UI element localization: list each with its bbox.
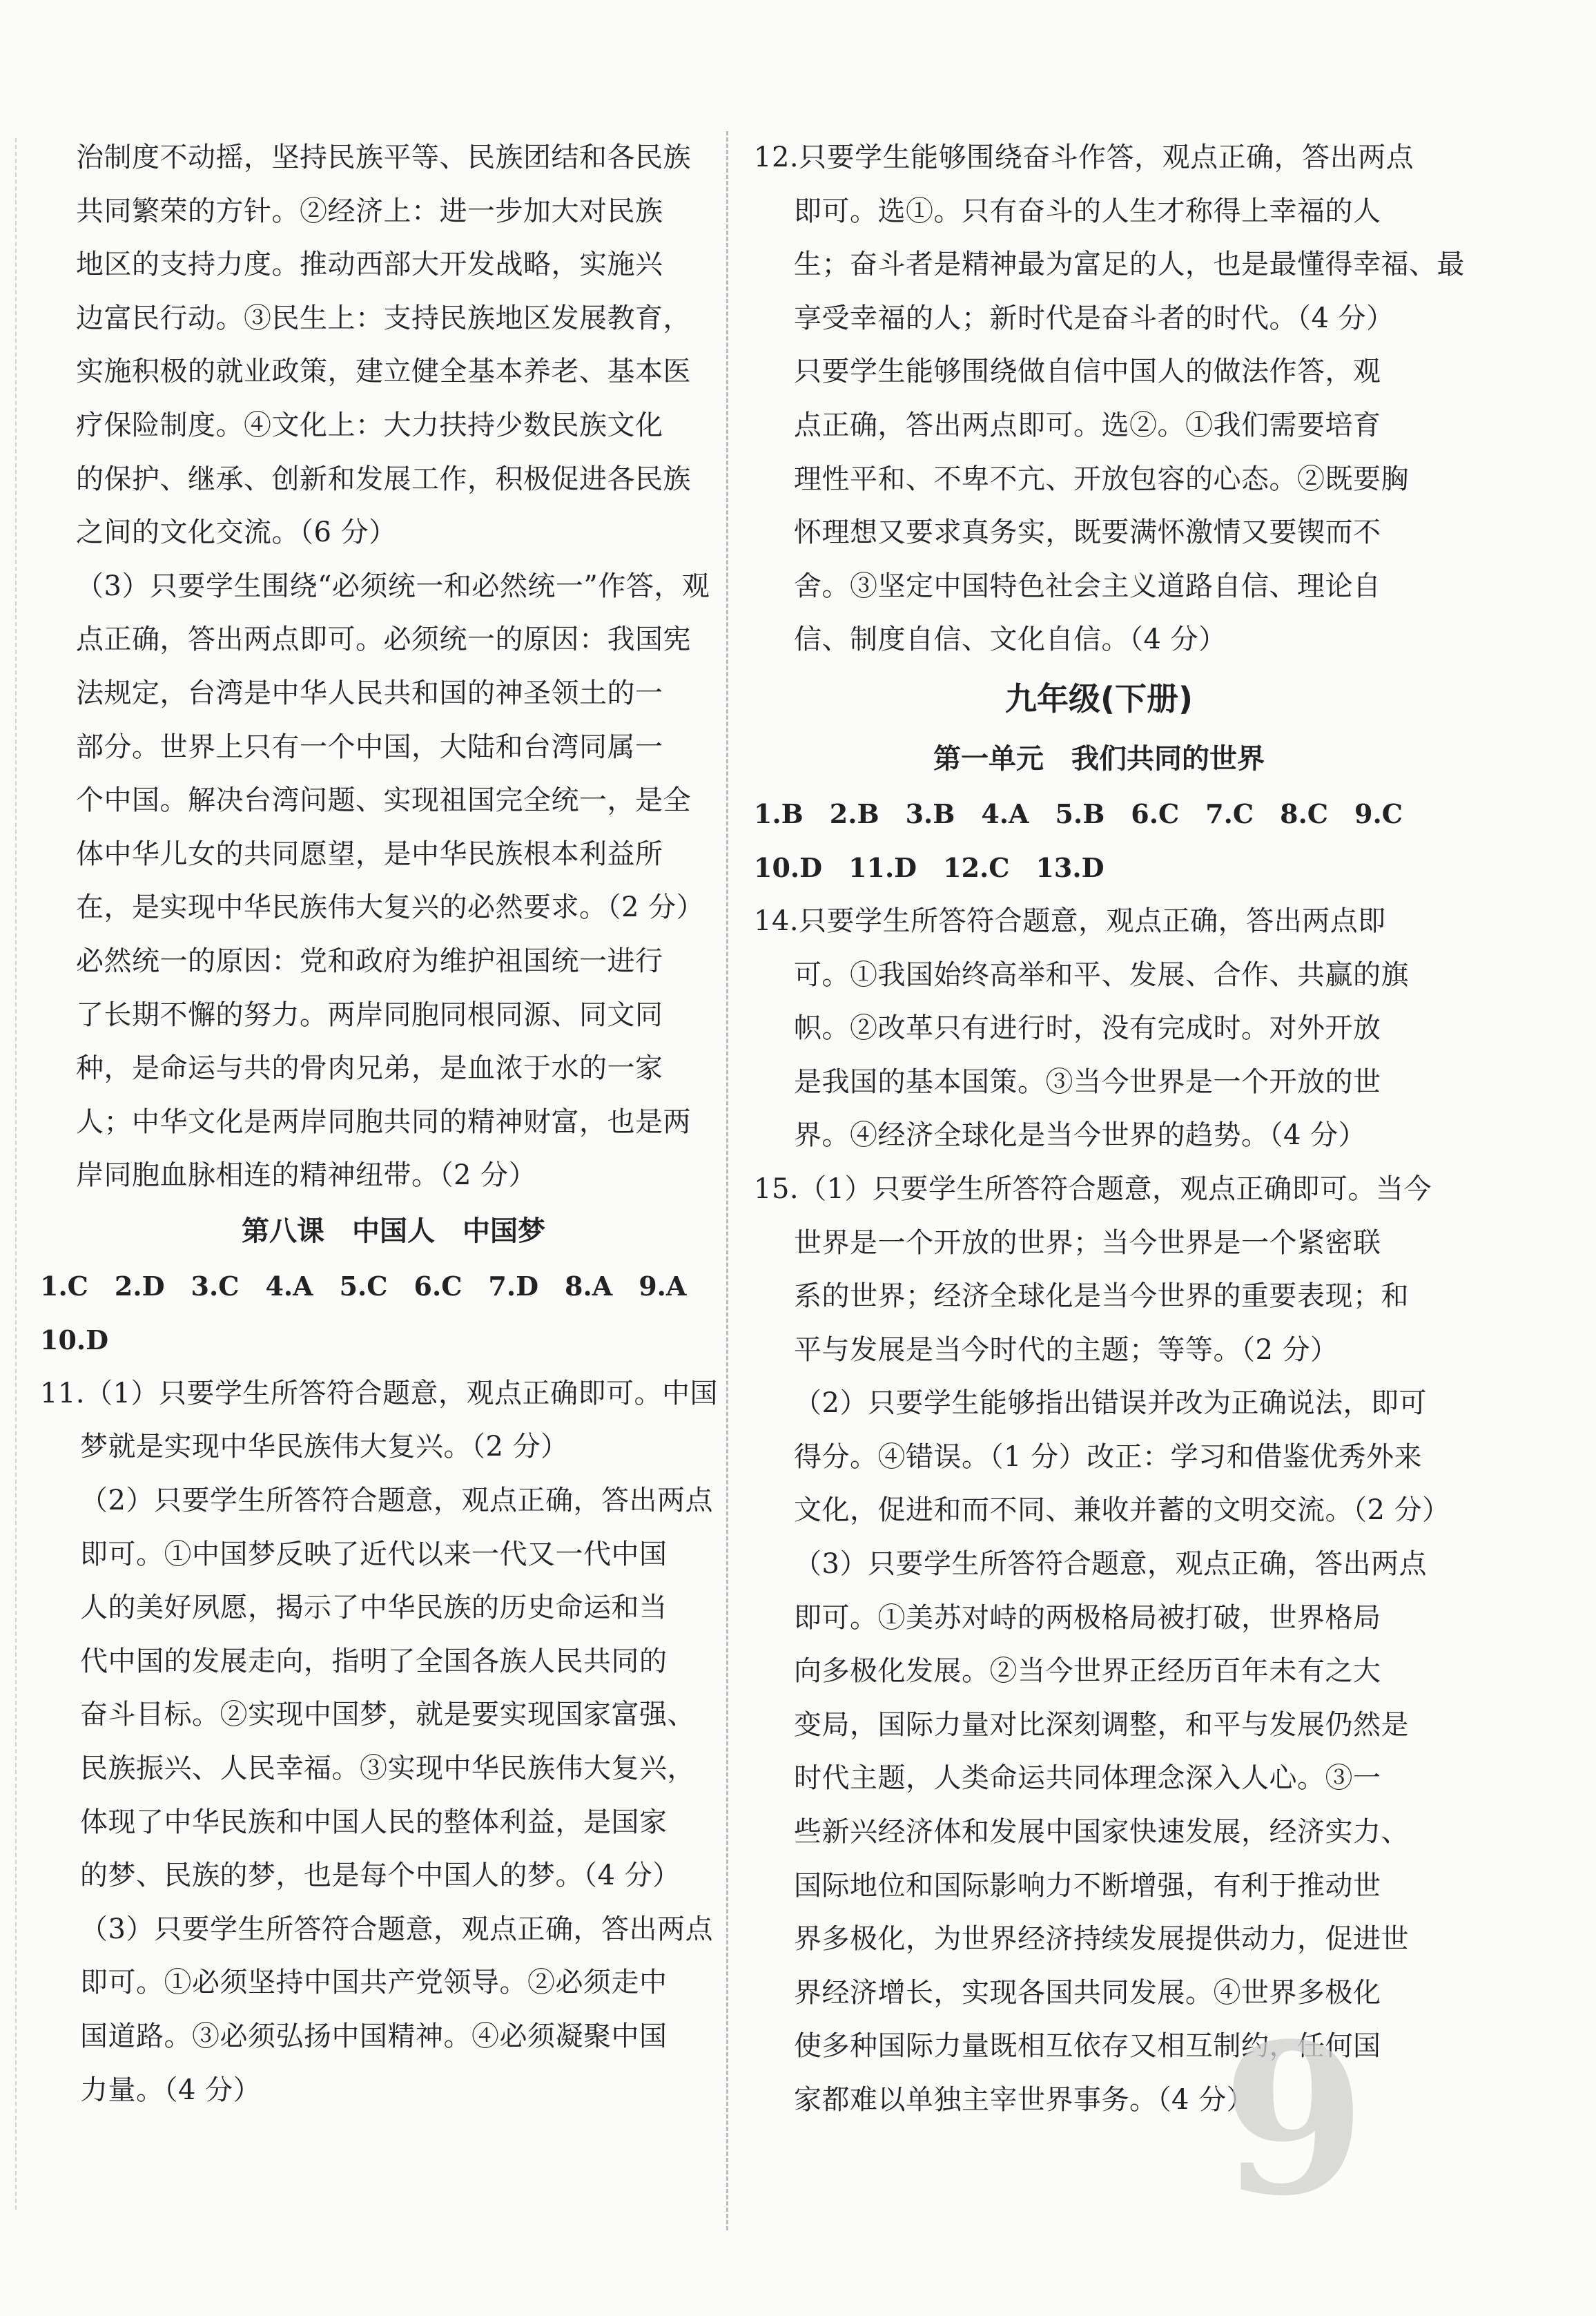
text-line: 界多极化，为世界经济持续发展提供动力，促进世 xyxy=(794,1923,1409,1956)
unit-heading: 第一单元 我们共同的世界 xyxy=(933,742,1265,775)
text-line: 代中国的发展走向，指明了全国各族人民共同的 xyxy=(80,1645,668,1677)
text-line: 治制度不动摇，坚持民族平等、民族团结和各民族 xyxy=(76,142,691,173)
text-line: 地区的支持力度。推动西部大开发战略，实施兴 xyxy=(76,249,663,281)
text-line: 人；中华文化是两岸同胞共同的精神财富，也是两 xyxy=(76,1106,691,1138)
text-line: 15.（1）只要学生所答符合题意，观点正确即可。当今 xyxy=(754,1173,1432,1205)
column-divider xyxy=(726,131,728,2230)
text-line: 界经济增长，实现各国共同发展。④世界多极化 xyxy=(794,1976,1381,2009)
answer-key-line: 10.D 11.D 12.C 13.D xyxy=(754,851,1104,883)
text-line: 些新兴经济体和发展中国家快速发展，经济实力、 xyxy=(794,1816,1409,1849)
text-line: 必然统一的原因：党和政府为维护祖国统一进行 xyxy=(76,945,663,977)
text-line: 点正确，答出两点即可。选②。①我们需要培育 xyxy=(794,409,1381,441)
text-line: 之间的文化交流。（6 分） xyxy=(76,517,397,549)
text-line: 种，是命运与共的骨肉兄弟，是血浓于水的一家 xyxy=(76,1052,663,1085)
text-line: 是我国的基本国策。③当今世界是一个开放的世 xyxy=(794,1065,1381,1098)
text-line: 岸同胞血脉相连的精神纽带。（2 分） xyxy=(76,1159,537,1192)
text-line: 变局，国际力量对比深刻调整，和平与发展仍然是 xyxy=(794,1708,1409,1741)
right-column xyxy=(754,131,1465,2127)
text-line: 即可。①必须坚持中国共产党领导。②必须走中 xyxy=(80,1967,668,1999)
text-line: 只要学生能够围绕做自信中国人的做法作答，观 xyxy=(794,356,1381,388)
text-line: 了长期不懈的努力。两岸同胞同根同源、同文同 xyxy=(76,998,663,1031)
text-line: 界。④经济全球化是当今世界的趋势。（4 分） xyxy=(794,1119,1367,1152)
left-margin-rule xyxy=(15,138,17,2210)
text-line: 的保护、继承、创新和发展工作，积极促进各民族 xyxy=(76,463,691,495)
text-line: 个中国。解决台湾问题、实现祖国完全统一，是全 xyxy=(76,784,691,817)
text-line: 理性平和、不卑不亢、开放包容的心态。②既要胸 xyxy=(794,463,1409,495)
question-11-block xyxy=(40,1367,719,2117)
page-number-watermark: 9 xyxy=(1222,1998,1359,2241)
text-line: 舍。③坚定中国特色社会主义道路自信、理论自 xyxy=(794,570,1381,602)
text-line: 平与发展是当今时代的主题；等等。（2 分） xyxy=(794,1333,1339,1366)
text-line: （3）只要学生所答符合题意，观点正确，答出两点 xyxy=(80,1913,713,1945)
answer-key-line: 10.D xyxy=(40,1324,109,1355)
text-line: 民族振兴、人民幸福。③实现中华民族伟大复兴， xyxy=(80,1753,695,1785)
text-line: 人的美好夙愿，揭示了中华民族的历史命运和当 xyxy=(80,1592,668,1624)
text-line: 向多极化发展。②当今世界正经历百年未有之大 xyxy=(794,1655,1381,1688)
text-line: 疗保险制度。④文化上：大力扶持少数民族文化 xyxy=(76,409,663,441)
text-line: 使多种国际力量既相互依存又相互制约，任何国 xyxy=(794,2030,1381,2063)
text-line: 奋斗目标。②实现中国梦，就是要实现国家富强、 xyxy=(80,1699,695,1731)
left-column xyxy=(40,131,719,2117)
text-line: 在，是实现中华民族伟大复兴的必然要求。（2 分） xyxy=(76,891,705,924)
text-line: 实施积极的就业政策，建立健全基本养老、基本医 xyxy=(76,356,691,388)
question-15-block xyxy=(754,1163,1450,2127)
text-line: 即可。选①。只有奋斗的人生才称得上幸福的人 xyxy=(794,195,1381,227)
text-line: 享受幸福的人；新时代是奋斗者的时代。（4 分） xyxy=(794,302,1394,334)
text-line: （2）只要学生所答符合题意，观点正确，答出两点 xyxy=(80,1485,713,1517)
text-line: 12.只要学生能够围绕奋斗作答，观点正确，答出两点 xyxy=(754,142,1414,173)
text-line: 体现了中华民族和中国人民的整体利益，是国家 xyxy=(80,1806,668,1838)
text-line: 力量。（4 分） xyxy=(80,2074,262,2106)
grade-heading: 九年级(下册) xyxy=(1004,679,1194,717)
text-line: 法规定，台湾是中华人民共和国的神圣领土的一 xyxy=(76,677,663,709)
text-line: 体中华儿女的共同愿望，是中华民族根本利益所 xyxy=(76,838,663,870)
lesson-heading: 第八课 中国人 中国梦 xyxy=(242,1215,545,1247)
question-12-block xyxy=(754,131,1465,667)
text-line: 信、制度自信、文化自信。（4 分） xyxy=(794,624,1227,656)
text-line: 梦就是实现中华民族伟大复兴。（2 分） xyxy=(80,1431,569,1463)
answer-key-line: 1.B 2.B 3.B 4.A 5.B 6.C 7.C 8.C 9.C xyxy=(754,798,1403,829)
text-line: 国际地位和国际影响力不断增强，有利于推动世 xyxy=(794,1869,1381,1902)
text-line: 时代主题，人类命运共同体理念深入人心。③一 xyxy=(794,1762,1381,1795)
answer-key-line: 1.C 2.D 3.C 4.A 5.C 6.C 7.D 8.A 9.A xyxy=(40,1270,687,1302)
text-line: 国道路。③必须弘扬中国精神。④必须凝聚中国 xyxy=(80,2020,668,2052)
text-line: 世界是一个开放的世界；当今世界是一个紧密联 xyxy=(794,1226,1381,1259)
text-line: 共同繁荣的方针。②经济上：进一步加大对民族 xyxy=(76,195,663,227)
text-line: （3）只要学生围绕“必须统一和必然统一”作答，观 xyxy=(76,570,710,602)
text-line: 即可。①美苏对峙的两极格局被打破，世界格局 xyxy=(794,1601,1381,1634)
text-line: 帜。②改革只有进行时，没有完成时。对外开放 xyxy=(794,1012,1381,1045)
text-line: 系的世界；经济全球化是当今世界的重要表现；和 xyxy=(794,1280,1409,1313)
text-line: 点正确，答出两点即可。必须统一的原因：我国宪 xyxy=(76,624,691,656)
text-line: 11.（1）只要学生所答符合题意，观点正确即可。中国 xyxy=(40,1377,719,1409)
text-line: 的梦、民族的梦，也是每个中国人的梦。（4 分） xyxy=(80,1860,681,1892)
text-line: 生；奋斗者是精神最为富足的人，也是最懂得幸福、最 xyxy=(794,249,1465,281)
text-line: （3）只要学生所答符合题意，观点正确，答出两点 xyxy=(794,1548,1427,1581)
text-line: 部分。世界上只有一个中国，大陆和台湾同属一 xyxy=(76,731,663,763)
text-line: 得分。④错误。（1 分）改正：学习和借鉴优秀外来 xyxy=(794,1440,1423,1473)
text-line: （2）只要学生能够指出错误并改为正确说法，即可 xyxy=(794,1387,1427,1420)
text-line: 文化，促进和而不同、兼收并蓄的文明交流。（2 分） xyxy=(794,1494,1450,1527)
unity-answer-block xyxy=(76,131,711,1203)
question-14-block xyxy=(754,895,1444,1163)
text-line: 家都难以单独主宰世界事务。（4 分） xyxy=(794,2084,1255,2116)
text-line: 怀理想又要求真务实，既要满怀激情又要锲而不 xyxy=(794,517,1381,549)
text-line: 可。①我国始终高举和平、发展、合作、共赢的旗 xyxy=(794,958,1409,991)
text-line: 即可。①中国梦反映了近代以来一代又一代中国 xyxy=(80,1538,668,1570)
text-line: 14.只要学生所答符合题意，观点正确，答出两点即 xyxy=(754,905,1386,937)
text-line: 边富民行动。③民生上：支持民族地区发展教育， xyxy=(76,302,691,334)
